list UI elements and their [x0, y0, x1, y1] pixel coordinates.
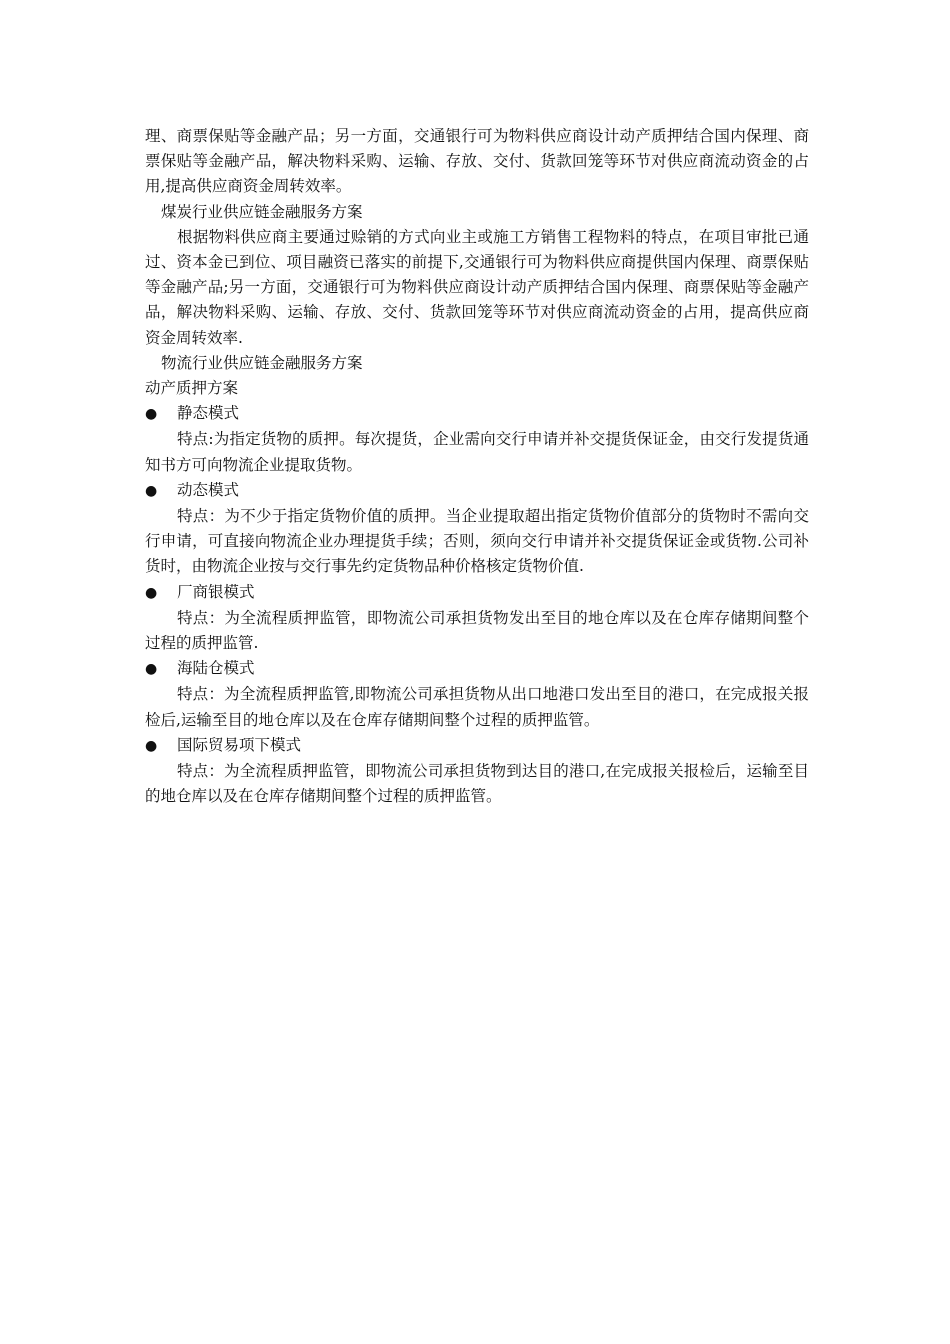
mode-description: 特点：为全流程质押监管，即物流公司承担货物发出至目的地仓库以及在仓库存储期间整个过程的质押监管. — [145, 608, 809, 653]
heading-coal-industry: 煤炭行业供应链金融服务方案 — [161, 202, 363, 221]
heading-movable-pledge: 动产质押方案 — [145, 379, 239, 398]
bullet-icon: ● — [145, 661, 158, 678]
mode-title: 国际贸易项下模式 — [177, 735, 302, 754]
mode-title: 动态模式 — [177, 480, 240, 499]
paragraph-intro: 理、商票保贴等金融产品；另一方面，交通银行可为物料供应商设计动产质押结合国内保理、商票保贴等金融产品，解决物料采购、运输、存放、交付、货款回笼等环节对供应商流动资金的占用,提高供应商资金周转效率。 — [145, 127, 809, 196]
mode-item-dynamic — [145, 478, 809, 580]
bullet-icon: ● — [145, 482, 158, 499]
mode-item-static — [145, 401, 809, 478]
mode-item-manufacturer-bank — [145, 580, 809, 657]
mode-list — [145, 401, 809, 809]
bullet-icon: ● — [145, 406, 158, 423]
paragraph-coal-industry: 根据物料供应商主要通过赊销的方式向业主或施工方销售工程物料的特点，在项目审批已通过、资本金已到位、项目融资已落实的前提下,交通银行可为物料供应商提供国内保理、商票保贴等金融产品;另一方面，交通银行可为物料供应商设计动产质押结合国内保理、商票保贴等金融产品，解决物料采购、运输、存放、交付、货款回笼等环节对供应商流动资金的占用，提高供应商资金周转效率. — [145, 227, 809, 347]
mode-title-row — [145, 656, 809, 682]
mode-description: 特点：为全流程质押监管,即物流公司承担货物从出口地港口发出至目的港口，在完成报关报检后,运输至目的地仓库以及在仓库存储期间整个过程的质押监管。 — [145, 685, 809, 729]
mode-title-row — [145, 733, 809, 759]
mode-item-sea-land-warehouse — [145, 656, 809, 733]
mode-description: 特点:为指定货物的质押。每次提货，企业需向交行申请并补交提货保证金，由交行发提货通知书方可向物流企业提取货物。 — [145, 430, 809, 474]
document-body — [145, 124, 809, 809]
mode-item-international-trade — [145, 733, 809, 810]
mode-title-row — [145, 478, 809, 504]
mode-title: 厂商银模式 — [177, 582, 255, 601]
bullet-icon: ● — [145, 584, 158, 601]
mode-description: 特点：为不少于指定货物价值的质押。当企业提取超出指定货物价值部分的货物时不需向交行申请，可直接向物流企业办理提货手续；否则，须向交行申请并补交提货保证金或货物.公司补货时，由物流企业按与交行事先约定货物品种价格核定货物价值. — [145, 507, 809, 576]
mode-title-row — [145, 580, 809, 606]
mode-title: 海陆仓模式 — [177, 659, 255, 678]
mode-title-row — [145, 401, 809, 427]
bullet-icon: ● — [145, 737, 158, 754]
heading-logistics-industry: 物流行业供应链金融服务方案 — [161, 353, 363, 372]
mode-title: 静态模式 — [177, 404, 240, 423]
mode-description: 特点：为全流程质押监管，即物流公司承担货物到达目的港口,在完成报关报检后，运输至目的地仓库以及在仓库存储期间整个过程的质押监管。 — [145, 762, 809, 806]
